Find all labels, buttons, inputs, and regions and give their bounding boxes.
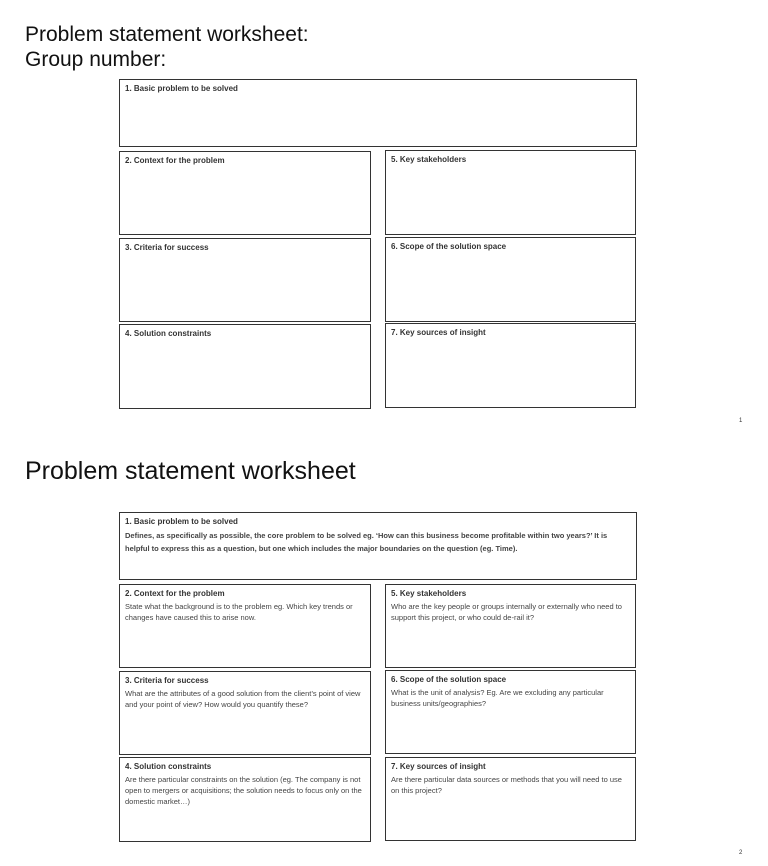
p2-box-scope-label: 6. Scope of the solution space [391,675,507,684]
page1-group-number-label: Group number: [25,48,167,71]
p2-box-criteria[interactable] [119,671,371,755]
page1-number: 1 [739,418,743,424]
p1-box-constraints-label: 4. Solution constraints [125,329,212,338]
p2-box-context-description: State what the background is to the problem eg. Which key trends or changes have caused this to arise now. [125,602,353,622]
p2-box-insight-description: Are there particular data sources or methods that you will need to use on this project? [391,775,622,795]
p1-box-insight-label: 7. Key sources of insight [391,328,486,337]
p2-box-basic-problem-description: Defines, as specifically as possible, the core problem to be solved eg. ‘How can this business become profitable within two years?’ It is helpful to express this as a question, but one which includes the major boundaries on the question (eg. Time). [125,531,608,553]
p1-box-basic-problem[interactable] [119,79,637,147]
p2-box-basic-problem[interactable] [119,512,637,580]
p2-box-context[interactable] [119,584,371,668]
p2-box-scope[interactable] [385,670,636,754]
p2-box-context-label: 2. Context for the problem [125,589,225,598]
p2-box-basic-problem-label: 1. Basic problem to be solved [125,517,238,526]
page2-title: Problem statement worksheet [25,457,356,485]
p2-box-insight-label: 7. Key sources of insight [391,762,486,771]
p1-box-criteria-label: 3. Criteria for success [125,243,209,252]
p1-box-context[interactable] [119,151,371,235]
p1-box-stakeholders[interactable] [385,150,636,235]
p2-box-constraints[interactable] [119,757,371,842]
p1-box-constraints[interactable] [119,324,371,409]
p1-box-basic-problem-label: 1. Basic problem to be solved [125,84,238,93]
page1-title: Problem statement worksheet: [25,23,309,46]
p1-box-criteria[interactable] [119,238,371,322]
p1-box-scope[interactable] [385,237,636,322]
p2-box-criteria-label: 3. Criteria for success [125,676,209,685]
p1-box-context-label: 2. Context for the problem [125,156,225,165]
p2-box-stakeholders-label: 5. Key stakeholders [391,589,467,598]
p2-box-insight[interactable] [385,757,636,841]
page2-number: 2 [739,850,743,856]
p1-box-insight[interactable] [385,323,636,408]
p1-box-scope-label: 6. Scope of the solution space [391,242,507,251]
p2-box-constraints-description: Are there particular constraints on the solution (eg. The company is not open to mergers or acquisitions; the solution needs to focus only on the domestic market…) [125,775,362,806]
p2-box-criteria-description: What are the attributes of a good solution from the client’s point of view and your point of view? How would you quantify these? [125,689,361,709]
p1-box-stakeholders-label: 5. Key stakeholders [391,155,467,164]
p2-box-stakeholders[interactable] [385,584,636,668]
p2-box-stakeholders-description: Who are the key people or groups internally or externally who need to support this project, or who could de-rail it? [391,602,622,622]
p2-box-constraints-label: 4. Solution constraints [125,762,212,771]
p2-box-scope-description: What is the unit of analysis? Eg. Are we excluding any particular business units/geographies? [391,688,604,708]
